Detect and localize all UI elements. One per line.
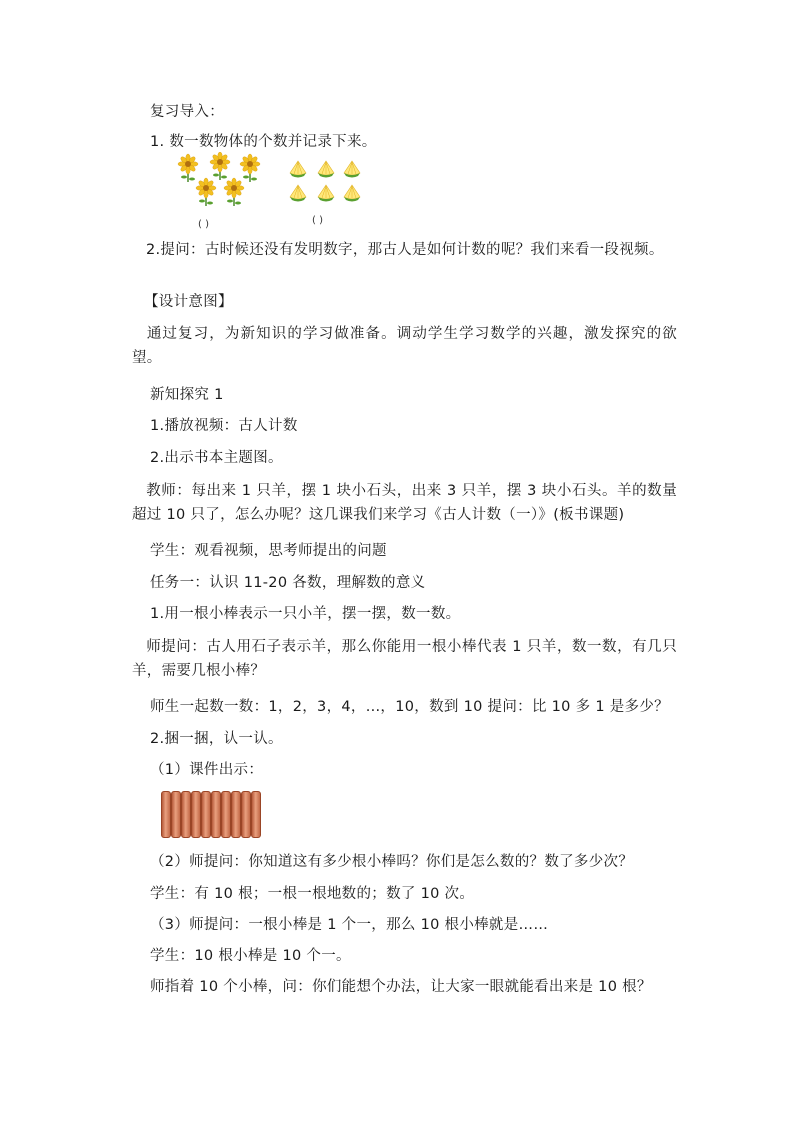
shells-image [286, 157, 366, 205]
student-2: 学生：有 10 根；一根一根地数的；数了 10 次。 [150, 886, 475, 902]
item-1: 1. 数一数物体的个数并记录下来。 [150, 134, 377, 150]
step-1: 1.播放视频：古人计数 [150, 418, 298, 434]
bundle-step: 2.捆一捆，认一认。 [150, 731, 283, 747]
task-1-step-1: 1.用一根小棒表示一只小羊，摆一摆，数一数。 [150, 606, 461, 622]
teacher-ask: 师提问：古人用石子表示羊，那么你能用一根小棒代表 1 只羊，数一数，有几只羊，需要几根小棒？ [132, 639, 677, 679]
explore-heading: 新知探究 1 [150, 387, 224, 403]
stick [211, 791, 221, 838]
stick [251, 791, 261, 838]
stick [161, 791, 171, 838]
task-1: 任务一：认识 11-20 各数，理解数的意义 [150, 575, 426, 591]
stick [181, 791, 191, 838]
show-1: （1）课件出示： [150, 762, 264, 778]
heading-review: 复习导入： [150, 104, 224, 120]
answer-blank-2: ( ) [312, 215, 323, 226]
ask-2: （2）师提问：你知道这有多少根小棒吗？你们是怎么数的？数了多少次？ [150, 854, 634, 870]
stick [221, 791, 231, 838]
item-2: 2.提问：古时候还没有发明数字，那古人是如何计数的呢？我们来看一段视频。 [146, 242, 664, 258]
count-line: 师生一起数一数：1，2，3，4，...，10，数到 10 提问：比 10 多 1 是多少？ [150, 699, 669, 715]
teacher-1: 教师：每出来 1 只羊，摆 1 块小石头，出来 3 只羊，摆 3 块小石头。羊的数量超过 10 只了，怎么办呢？这几课我们来学习《古人计数（一）》(板书课题) [132, 483, 677, 523]
design-text: 通过复习，为新知识的学习做准备。调动学生学习数学的兴趣，激发探究的欲望。 [132, 326, 677, 366]
stick [191, 791, 201, 838]
stick [171, 791, 181, 838]
stick [231, 791, 241, 838]
student-1: 学生：观看视频，思考师提出的问题 [150, 543, 387, 559]
design-heading: 【设计意图】 [144, 294, 233, 310]
stick [201, 791, 211, 838]
student-3: 学生：10 根小棒是 10 个一。 [150, 948, 351, 964]
stick [241, 791, 251, 838]
step-2: 2.出示书本主题图。 [150, 450, 283, 466]
answer-blank-1: ( ) [198, 219, 209, 230]
teacher-point: 师指着 10 个小棒，问：你们能想个办法，让大家一眼就能看出来是 10 根？ [150, 979, 652, 995]
ask-3: （3）师提问：一根小棒是 1 个一，那么 10 根小棒就是…… [150, 917, 549, 933]
sunflowers-image [176, 152, 268, 208]
